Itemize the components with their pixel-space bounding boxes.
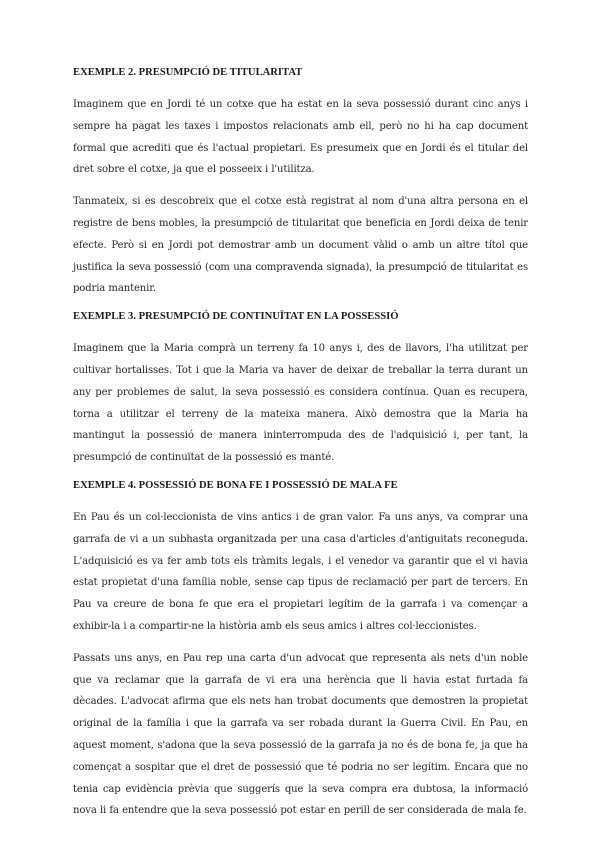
section-exemple-3 — [73, 310, 528, 469]
section-heading: EXEMPLE 3. PRESUMPCIÓ DE CONTINUÏTAT EN LA POSSESSIÓ — [73, 311, 399, 323]
section-heading: EXEMPLE 4. POSSESSIÓ DE BONA FE I POSSESSIÓ DE MALA FE — [73, 479, 398, 491]
section-exemple-2 — [73, 66, 528, 300]
paragraph: Imaginem que la Maria comprà un terreny fa 10 anys i, des de llavors, l'ha utilitzat per cultivar hortalisses. Tot i que la Maria va haver de deixar de treballar la terra durant un any per problemes de salut, la seva possessió es considera contínua. Quan es recupera, torna a utilitzar el terreny de la mateixa manera. Això demostra que la Maria ha mantingut la possessió de manera ininterrompuda des de l'adquisició i, per tant, la presumpció de continuïtat de la possessió es manté. — [73, 343, 528, 464]
paragraph: En Pau és un col·leccionista de vins antics i de gran valor. Fa uns anys, va comprar una garrafa de vi a un subhasta organitzada per una casa d'articles d'antiguitats reconeguda. L'adquisició es va fer amb tots els tràmits legals, i el venedor va garantir que el vi havia estat propietat d'una família noble, sense cap tipus de reclamació per part de tercers. En Pau va creure de bona fe que era el propietari legítim de la garrafa i va començar a exhibir-la i a compartir-ne la història amb els seus amics i altres col·leccionistes. — [73, 511, 528, 632]
paragraph: Tanmateix, si es descobreix que el cotxe està registrat al nom d'una altra persona en el registre de bens mobles, la presumpció de titularitat que beneficia en Jordi deixa de tenir efecte. Però si en Jordi pot demostrar amb un document vàlid o amb un altre títol que justifica la seva possessió (com una compravenda signada), la presumpció de titularitat es podria mantenir. — [73, 196, 528, 295]
paragraph: Passats uns anys, en Pau rep una carta d'un advocat que representa als nets d'un noble que va reclamar que la garrafa de vi era una herència que li havia estat furtada fa dècades. L'advocat afirma que els nets han trobat documents que demostren la propietat original de la família i que la garrafa va ser robada durant la Guerra Civil. En Pau, en aquest moment, s'adona que la seva possessió de la garrafa ja no és de bona fe, ja que ha començat a sospitar que el dret de possessió que té podria no ser legítim. Encara que no tenia cap evidència prèvia que suggerís que la seva compra era dubtosa, la informació nova li fa entendre que la seva possessió pot estar en perill de ser considerada de mala fe. — [73, 652, 528, 817]
document-body — [73, 64, 528, 832]
section-heading: EXEMPLE 2. PRESUMPCIÓ DE TITULARITAT — [73, 67, 303, 78]
section-exemple-4 — [73, 479, 528, 822]
paragraph: Imaginem que en Jordi té un cotxe que ha estat en la seva possessió durant cinc anys i sempre ha pagat les taxes i impostos relacionats amb ell, però no hi ha cap document formal que acrediti que és l'actual propietari. Es presumeix que en Jordi és el titular del dret sobre el cotxe, ja que el posseeix i l'utilitza. — [73, 99, 528, 176]
